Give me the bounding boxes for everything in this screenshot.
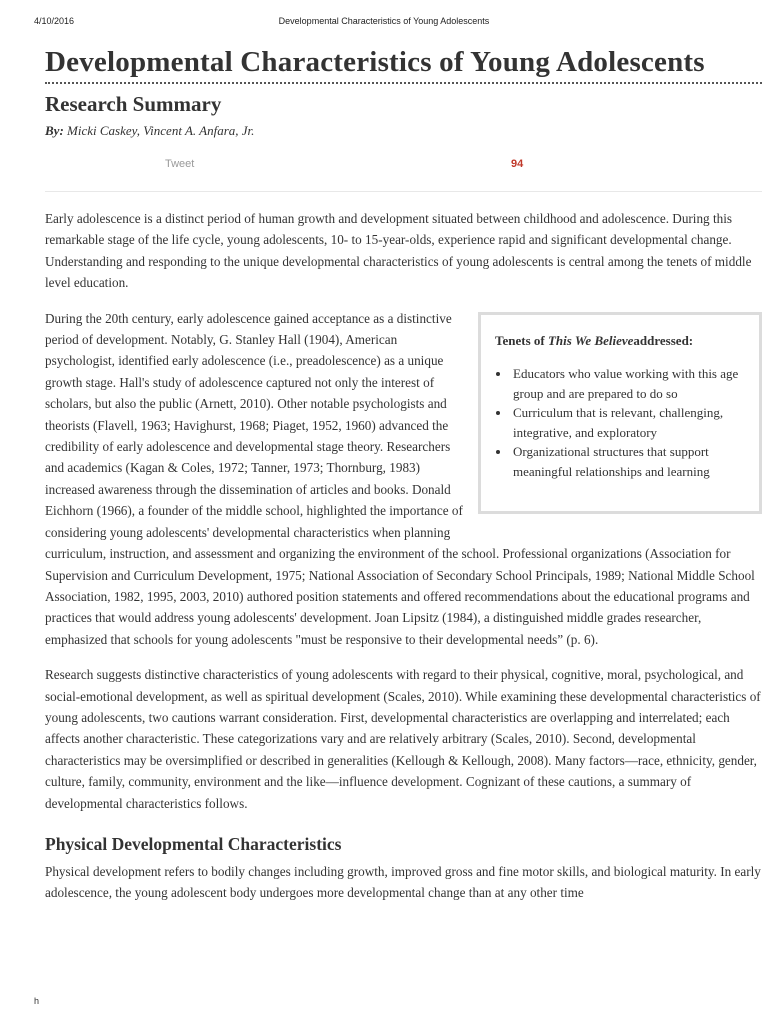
sidebar-title-italic: This We Believe [547,332,634,348]
page-marker: h [34,996,40,1006]
byline-authors: Micki Caskey, Vincent A. Anfara, Jr. [67,123,255,138]
history-section [45,308,762,651]
tenet-item: • Curriculum that is relevant, challenging, integrative, and exploratory [511,403,745,442]
paragraph-physical: Physical development refers to bodily changes including growth, improved gross and fine motor skills, and biological maturity. In early adolescence, the young adolescent body undergoes more developmental change than at any other time [45,863,761,901]
tenet-item: • Educators who value working with this age group and are prepared to do so [511,364,745,403]
page-subtitle: Research Summary [45,92,222,116]
print-date: 4/10/2016 [34,16,75,26]
print-title: Developmental Characteristics of Young Adolescents [278,16,490,26]
paragraph-intro: Early adolescence is a distinct period of human growth and development situated between childhood and adolescence. During this remarkable stage of the life cycle, young adolescents, 10- to 15-year-olds, experience rapid and significant developmental change. Understanding and responding to the unique developmental characteristics of young adolescents is central among the tenets of middle level education. [45,211,752,291]
tenets-list [495,364,745,481]
tenet-item: • Organizational structures that support meaningful relationships and learning [511,442,745,481]
share-count: 94 [511,158,524,170]
section-heading-physical: Physical Developmental Characteristics [45,833,342,854]
share-row [45,153,762,192]
tenets-sidebar [478,312,762,515]
byline-label: By: [45,123,64,138]
print-header [0,16,768,32]
sidebar-title: Tenets of This We Believeaddressed: [495,332,694,348]
page-title: Developmental Characteristics of Young Adolescents [45,46,762,84]
byline [45,123,762,139]
article [45,46,762,904]
tweet-button[interactable]: Tweet [165,158,195,170]
paragraph-research: Research suggests distinctive characteristics of young adolescents with regard to their physical, cognitive, moral, psychological, and social-emotional development, as well as spiritual development (Scales, 2010). While examining these developmental characteristics of young adolescents, two cautions warrant consideration. First, developmental characteristics are overlapping and interrelated; each affects another characteristic. These categorizations vary and are relatively arbitrary (Scales, 2010). Second, developmental characteristics may be oversimplified or described in generalities (Kellough & Kellough, 2008). Many factors—race, ethnicity, gender, culture, family, community, environment and the like—influence development. Cognizant of these cautions, a summary of developmental characteristics follows. [45,667,761,811]
paragraph-history: During the 20th century, early adolescence gained acceptance as a distinctive period of development. Notably, G. Stanley Hall (1904), American psychologist, identified early adolescence (i.e., preadolescence) as a unique growth stage. Hall's study of adolescence captured not only the interest of scholars, but also the public (Arnett, 2010). Other notable psychologists and theorists (Flavell, 1963; Havighurst, 1968; Piaget, 1952, 1960) advanced the credibility of early adolescence and developmental stage theory. Researchers and academics (Kagan & Coles, 1972; Tanner, 1973; Thornburg, 1983) increased awareness through the dissemination of articles and books. Donald Eichhorn (1966), a founder of the middle school, highlighted the importance of considering young adolescents' developmental characteristics when planning curriculum, instruction, and assessment and organizing the environment of the school. Professional organizations (Association for Supervision and Curriculum Development, 1975; National Association of Secondary School Principals, 1989; National Middle School Association, 1982, 1995, 2003, 2010) authored position statements and offered recommendations about the educational programs and practices that would address young adolescents' development. Joan Lipsitz (1984), a distinguished middle grades researcher, emphasized that schools for young adolescents "must be responsive to their developmental needs” (p. 6). [45,310,755,647]
